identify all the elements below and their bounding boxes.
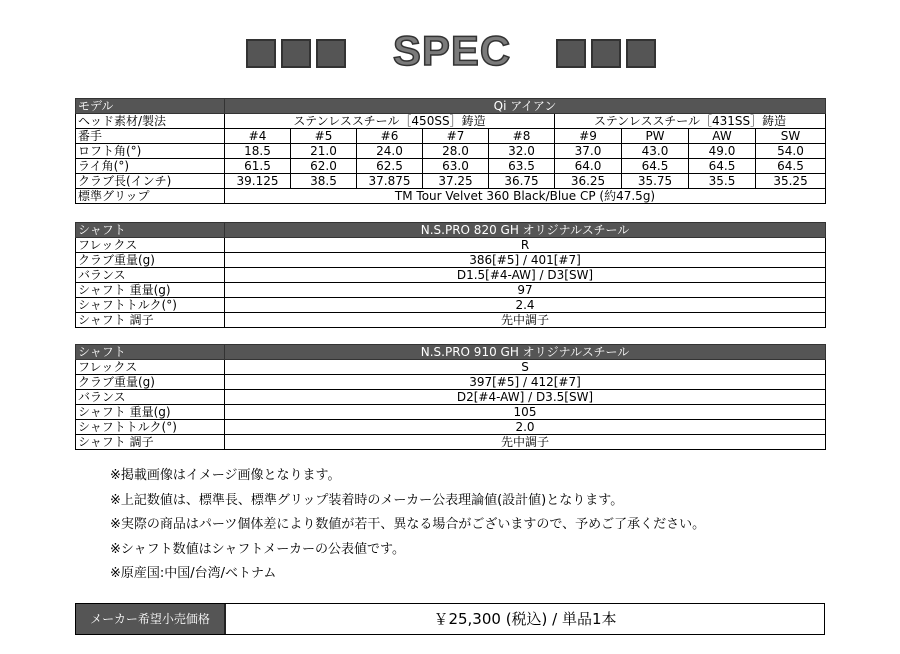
length-cell: 36.75	[489, 174, 555, 189]
length-cell: 35.25	[756, 174, 826, 189]
page-title: SPEC	[392, 27, 512, 74]
table-row	[76, 298, 826, 313]
lie-label: ライ角(°)	[76, 159, 225, 174]
number-cell: #7	[423, 129, 489, 144]
loft-cell: 43.0	[622, 144, 689, 159]
row-value: 397[#5] / 412[#7]	[225, 375, 826, 390]
loft-cell: 54.0	[756, 144, 826, 159]
length-cell: 36.25	[555, 174, 622, 189]
loft-cell: 37.0	[555, 144, 622, 159]
note-item: ※上記数値は、標準長、標準グリップ装着時のメーカー公表理論値(設計値)となります。	[110, 492, 624, 508]
length-cell: 39.125	[225, 174, 291, 189]
shaft-2-header-row	[76, 345, 826, 360]
loft-label: ロフト角(°)	[76, 144, 225, 159]
number-cell: #5	[291, 129, 357, 144]
table-row	[76, 268, 826, 283]
table-row	[76, 283, 826, 298]
loft-cell: 21.0	[291, 144, 357, 159]
row-value: 2.0	[225, 420, 826, 435]
table-row	[76, 420, 826, 435]
lie-row	[76, 159, 826, 174]
title-square-icon	[556, 39, 586, 68]
title-square-icon	[316, 39, 346, 68]
row-label: シャフトトルク(°)	[76, 420, 225, 435]
number-cell: #8	[489, 129, 555, 144]
lie-cell: 63.0	[423, 159, 489, 174]
lie-cell: 62.0	[291, 159, 357, 174]
number-cell: #9	[555, 129, 622, 144]
number-cell: #6	[357, 129, 423, 144]
lie-cell: 62.5	[357, 159, 423, 174]
note-item: ※原産国:中国/台湾/ベトナム	[110, 566, 277, 581]
shaft-label: シャフト	[76, 345, 225, 360]
number-row	[76, 129, 826, 144]
row-label: シャフト 重量(g)	[76, 283, 225, 298]
row-value: R	[225, 238, 826, 253]
note-item: ※掲載画像はイメージ画像となります。	[110, 468, 341, 483]
row-value: 105	[225, 405, 826, 420]
lie-cell: 64.5	[622, 159, 689, 174]
title-square-icon	[591, 39, 621, 68]
row-label: シャフト 調子	[76, 435, 225, 450]
table-row	[76, 375, 826, 390]
number-cell: #4	[225, 129, 291, 144]
lie-cell: 61.5	[225, 159, 291, 174]
shaft-2-table	[75, 344, 826, 450]
table-row	[76, 238, 826, 253]
row-label: フレックス	[76, 360, 225, 375]
length-cell: 35.5	[689, 174, 756, 189]
number-cell: SW	[756, 129, 826, 144]
row-value: 先中調子	[225, 313, 826, 328]
row-value: D1.5[#4-AW] / D3[SW]	[225, 268, 826, 283]
table-row	[76, 253, 826, 268]
shaft-name: N.S.PRO 820 GH オリジナルスチール	[225, 223, 826, 238]
model-name: Qi アイアン	[225, 99, 826, 114]
grip-row	[76, 189, 826, 204]
row-label: バランス	[76, 268, 225, 283]
material-row	[76, 114, 826, 129]
row-value: D2[#4-AW] / D3.5[SW]	[225, 390, 826, 405]
number-cell: PW	[622, 129, 689, 144]
title-square-icon	[281, 39, 311, 68]
row-label: シャフトトルク(°)	[76, 298, 225, 313]
grip-label: 標準グリップ	[76, 189, 225, 204]
grip-value: TM Tour Velvet 360 Black/Blue CP (約47.5g)	[225, 189, 826, 204]
material-group-2: ステンレススチール［431SS］鋳造	[555, 114, 826, 129]
loft-cell: 18.5	[225, 144, 291, 159]
row-value: 2.4	[225, 298, 826, 313]
lie-cell: 64.5	[756, 159, 826, 174]
loft-row	[76, 144, 826, 159]
number-label: 番手	[76, 129, 225, 144]
loft-cell: 24.0	[357, 144, 423, 159]
title-square-icon	[626, 39, 656, 68]
note-item: ※シャフト数値はシャフトメーカーの公表値です。	[110, 541, 405, 557]
model-label: モデル	[76, 99, 225, 114]
length-cell: 38.5	[291, 174, 357, 189]
price-label: メーカー希望小売価格	[76, 604, 226, 634]
loft-cell: 28.0	[423, 144, 489, 159]
row-value: 386[#5] / 401[#7]	[225, 253, 826, 268]
lie-cell: 64.5	[689, 159, 756, 174]
table-row	[76, 405, 826, 420]
length-label: クラブ長(インチ)	[76, 174, 225, 189]
price-value: ￥25,300 (税込) / 単品1本	[433, 610, 617, 628]
row-label: バランス	[76, 390, 225, 405]
table-row	[76, 390, 826, 405]
table-row	[76, 435, 826, 450]
price-box	[75, 603, 825, 635]
length-cell: 37.25	[423, 174, 489, 189]
head-spec-table	[75, 98, 826, 204]
length-cell: 37.875	[357, 174, 423, 189]
shaft-label: シャフト	[76, 223, 225, 238]
shaft-name: N.S.PRO 910 GH オリジナルスチール	[225, 345, 826, 360]
lie-cell: 64.0	[555, 159, 622, 174]
row-value: S	[225, 360, 826, 375]
row-label: シャフト 重量(g)	[76, 405, 225, 420]
length-row	[76, 174, 826, 189]
material-label: ヘッド素材/製法	[76, 114, 225, 129]
shaft-1-table	[75, 222, 826, 328]
length-cell: 35.75	[622, 174, 689, 189]
loft-cell: 49.0	[689, 144, 756, 159]
row-label: フレックス	[76, 238, 225, 253]
row-label: クラブ重量(g)	[76, 253, 225, 268]
row-label: クラブ重量(g)	[76, 375, 225, 390]
lie-cell: 63.5	[489, 159, 555, 174]
table-row	[76, 360, 826, 375]
note-item: ※実際の商品はパーツ個体差により数値が若干、異なる場合がございますので、予めご了承ください。	[110, 517, 706, 532]
table-row	[76, 313, 826, 328]
title-square-icon	[246, 39, 276, 68]
spec-title-row	[0, 26, 900, 76]
row-label: シャフト 調子	[76, 313, 225, 328]
number-cell: AW	[689, 129, 756, 144]
loft-cell: 32.0	[489, 144, 555, 159]
shaft-1-header-row	[76, 223, 826, 238]
material-group-1: ステンレススチール［450SS］鋳造	[225, 114, 555, 129]
model-header-row	[76, 99, 826, 114]
row-value: 先中調子	[225, 435, 826, 450]
notes-list	[110, 464, 705, 587]
row-value: 97	[225, 283, 826, 298]
